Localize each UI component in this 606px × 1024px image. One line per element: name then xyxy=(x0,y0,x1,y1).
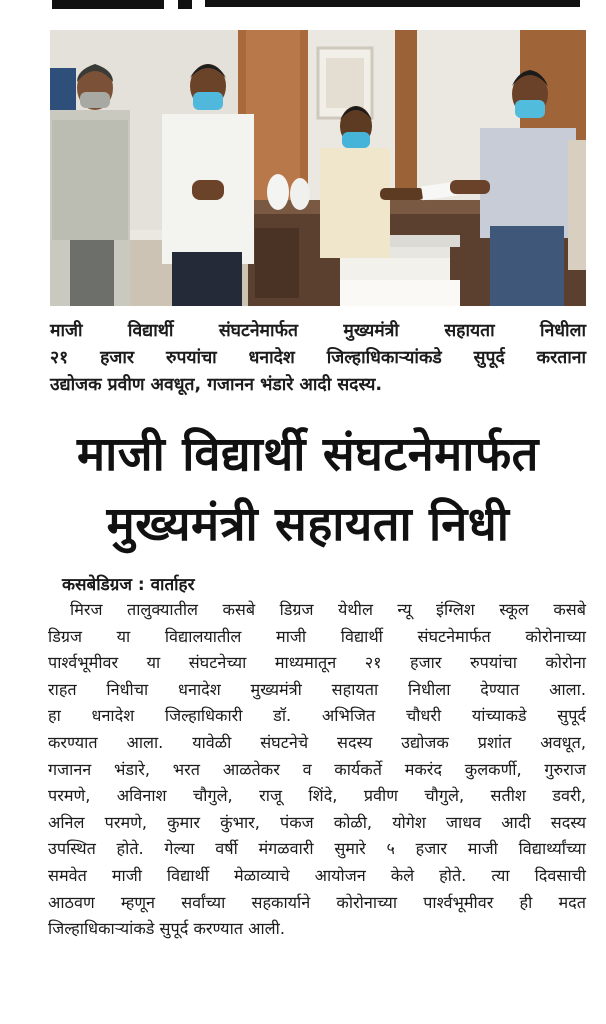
dateline: कसबेडिग्रज : वार्ताहर xyxy=(62,575,195,595)
caption-line: उद्योजक प्रवीण अवधूत, गजानन भंडारे आदी सदस्य. xyxy=(50,375,383,395)
body-line: परमणे, अविनाश चौगुले, राजू शिंदे, प्रवीण चौगुले, सतीश डवरी, xyxy=(48,786,586,806)
news-photo xyxy=(50,30,586,306)
body-line: जिल्हाधिकाऱ्यांकडे सुपूर्द करण्यात आली. xyxy=(48,919,285,939)
body-line: उपस्थित होते. गेल्या वर्षी मंगळवारी सुमारे ५ हजार माजी विद्यार्थ्यांच्या xyxy=(48,839,586,859)
article-headline xyxy=(30,420,586,560)
caption-line: २१ हजार रुपयांचा धनादेश जिल्हाधिकाऱ्यांकडे सुपूर्द करताना xyxy=(50,348,586,368)
body-line: पार्श्वभूमीवर या संघटनेच्या माध्यमातून २१ हजार रुपयांचा कोरोना xyxy=(48,653,586,673)
caption-line: माजी विद्यार्थी संघटनेमार्फत मुख्यमंत्री सहायता निधीला xyxy=(50,321,586,341)
body-line: आठवण म्हणून सर्वांच्या सहकार्याने कोरोनाच्या पार्श्वभूमीवर ही मदत xyxy=(48,892,586,912)
body-line: हा धनादेश जिल्हाधिकारी डॉ. अभिजित चौधरी यांच्याकडे सुपूर्द xyxy=(48,706,586,726)
article-body xyxy=(48,597,586,943)
headline-line-2: मुख्यमंत्री सहायता निधी xyxy=(106,497,510,552)
body-line: मिरज तालुक्यातील कसबे डिग्रज येथील न्यू इंग्लिश स्कूल कसबे xyxy=(70,600,586,619)
body-line: गजानन भंडारे, भरत आळतेकर व कार्यकर्ते मकरंद कुलकर्णी, गुरुराज xyxy=(48,759,586,779)
body-line: अनिल परमणे, कुमार कुंभार, पंकज कोळी, योगेश जाधव आदी सदस्य xyxy=(48,812,586,832)
body-line: करण्यात आला. यावेळी संघटनेचे सदस्य उद्योजक प्रशांत अवधूत, xyxy=(48,732,586,752)
page-top-edge xyxy=(0,0,606,14)
previous-article-fragment xyxy=(52,0,164,9)
previous-article-fragment xyxy=(205,0,580,7)
headline-line-1: माजी विद्यार्थी संघटनेमार्फत xyxy=(77,427,539,482)
body-line: डिग्रज या विद्यालयातील माजी विद्यार्थी संघटनेमार्फत कोरोनाच्या xyxy=(48,626,586,646)
previous-article-fragment xyxy=(178,0,192,9)
photo-caption xyxy=(50,318,586,399)
body-line: राहत निधीचा धनादेश मुख्यमंत्री सहायता निधीला देण्यात आला. xyxy=(48,679,586,699)
body-line: समवेत माजी विद्यार्थी मेळाव्याचे आयोजन केले होते. त्या दिवसाची xyxy=(48,865,586,885)
